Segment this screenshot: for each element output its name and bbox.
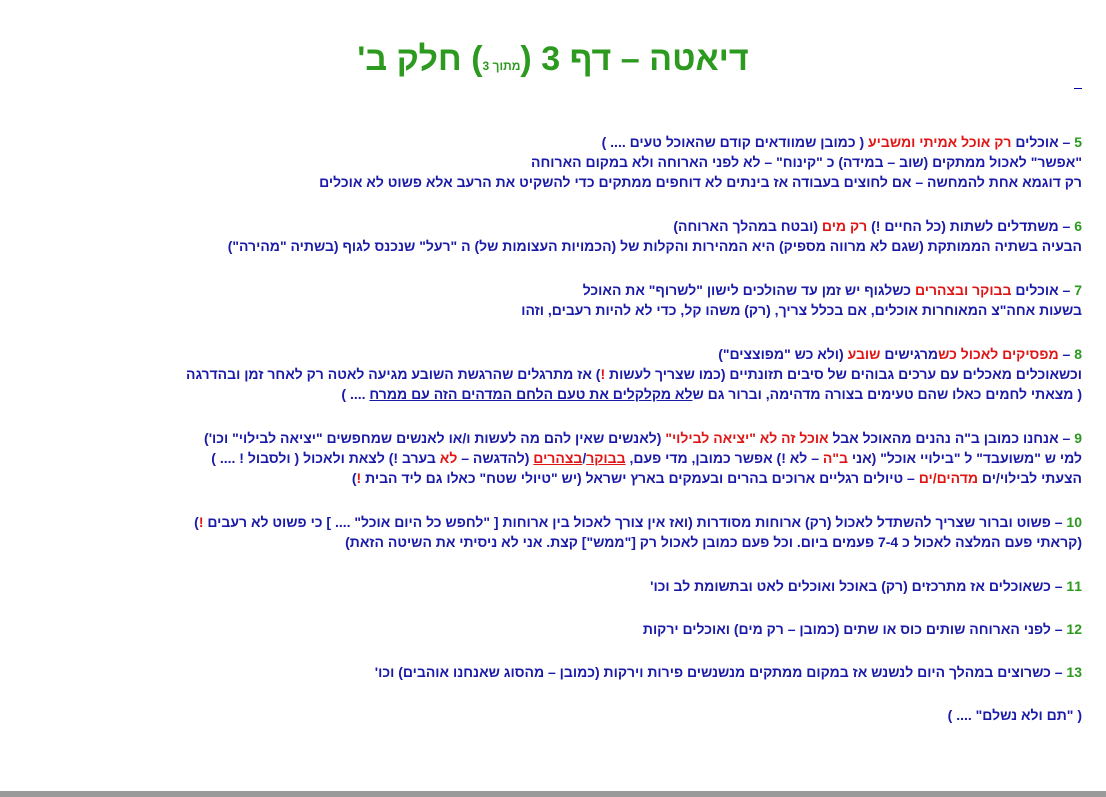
highlight-text: ב"ה [822, 450, 848, 466]
item-line [30, 152, 1082, 172]
item-number: 6 [1074, 218, 1082, 234]
item-number: 7 [1074, 282, 1082, 298]
item-number: 5 [1074, 134, 1082, 150]
highlight-text: לא [439, 450, 458, 466]
list-item [30, 662, 1082, 682]
highlight-text: ! [356, 470, 362, 486]
item-text: ( כמובן שמוודאים קודם שהאוכל טעים .... ) [601, 134, 869, 150]
item-line [30, 280, 1082, 300]
item-line [30, 512, 1082, 532]
highlight-text: ! [198, 514, 204, 530]
item-text: (ובטח במהלך הארוחה) [673, 218, 822, 234]
item-text: ) [351, 470, 357, 486]
item-text: – לא !) אפשר כמובן, מדי פעם, [625, 450, 823, 466]
item-line [30, 619, 1082, 639]
title-small-note: מתוך 3 [482, 59, 521, 73]
item-text: כשלגוף יש זמן עד שהולכים לישון "לשרוף" את האוכל [582, 282, 915, 298]
item-text: – פשוט וברור שצריך להשתדל לאכול (רק) ארוחות מסודרות (ואז אין צורך לאכול בין ארוחות [ "לחפש כל היום אוכל" .... ] כי פשוט לא רעבים [203, 514, 1067, 530]
item-text: – כשאוכלים אז מתרכזים (רק) באוכל ואוכלים לאט ובתשומת לב וכו' [650, 578, 1067, 594]
highlight-text: רק מים [821, 218, 868, 234]
item-number: 9 [1074, 430, 1082, 446]
item-text: בערב !) לצאת ולאכול ( ולסבול ! .... ) [211, 450, 440, 466]
highlight-text: בצהרים [533, 450, 583, 466]
item-number: 13 [1066, 664, 1082, 680]
list-item [30, 280, 1082, 320]
item-text: – כשרוצים במהלך היום לנשנש אז במקום ממתקים מנשנשים פירות וירקות (כמובן – מהסוג שאנחנו אוהבים) וכו' [374, 664, 1067, 680]
item-text: הצעתי לבילוי/ים [978, 470, 1082, 486]
item-line [30, 448, 1082, 468]
item-number: 10 [1066, 514, 1082, 530]
list-item [30, 619, 1082, 639]
title-tail: חלק ב' [357, 40, 462, 78]
item-text: "אפשר" לאכול ממתקים (שוב – במידה) כ "קינוח" – לא לפני הארוחה ולא במקום הארוחה [531, 154, 1082, 170]
highlight-text: ! [600, 366, 606, 382]
item-text: הבעיה בשתיה הממותקת (שגם לא מרווה מספיק) היא המהירות והקלות של (הכמויות העצומות של) ה "רעל" שנכנס לגוף (בשתיה "מהירה") [227, 238, 1082, 254]
item-text: (קראתי פעם המלצה לאכול כ 7-4 פעמים ביום. וכל פעם כמובן לאכול רק ["ממש"] קצת. אני לא ניסיתי את השיטה הזאת) [345, 534, 1082, 550]
item-text: – אוכלים [1011, 134, 1075, 150]
item-line [30, 468, 1082, 488]
item-text: – לפני הארוחה שותים כוס או שתים (כמובן – רק מים) ואוכלים ירקות [642, 621, 1067, 637]
page-title [0, 40, 1106, 79]
item-text: ) אז מתרגלים שהרגשת השובע מגיעה לאטה רק לאחר זמן ובהדרגה [185, 366, 601, 382]
item-text: – [1058, 346, 1075, 362]
item-line [30, 216, 1082, 236]
item-line [30, 344, 1082, 364]
item-text: – אנחנו כמובן ב"ה נהנים מהאוכל אבל [828, 430, 1075, 446]
list-item [30, 512, 1082, 552]
item-text: .... ) [341, 386, 370, 402]
highlight-text: אוכל זה לא "יציאה לבילוי" [665, 430, 829, 446]
item-line [30, 364, 1082, 384]
title-main: דיאטה – דף 3 [541, 40, 749, 78]
item-text: וכשאוכלים מאכלים עם ערכים גבוהים של סיבים תזונתיים (כמו שצריך לעשות [605, 366, 1082, 382]
item-text: (לאנשים שאין להם מה לעשות ו/או לאנשים שמחפשים "יציאה לבילוי" וכו') [204, 430, 666, 446]
item-line [30, 576, 1082, 596]
list-item [30, 344, 1082, 404]
item-line [30, 384, 1082, 404]
item-line [30, 236, 1082, 256]
item-number: 12 [1066, 621, 1082, 637]
highlight-text: מדהים/ים [918, 470, 979, 486]
item-line [30, 132, 1082, 152]
item-text: ) [194, 514, 199, 530]
item-text: – משתדלים לשתות (כל החיים !) [867, 218, 1075, 234]
item-text: רק דוגמא אחת להמחשה – אם לחוצים בעבודה אז בינתים לא דוחפים ממתקים כדי להשקיט את הרעב אלא פשוט לא אוכלים [319, 174, 1082, 190]
item-line [30, 705, 1082, 725]
item-number: 11 [1066, 578, 1082, 594]
item-text: – אוכלים [1011, 282, 1075, 298]
highlight-text: מפסיקים לאכול כש [938, 346, 1059, 362]
highlight-text: רק אוכל אמיתי ומשביע [868, 134, 1012, 150]
item-text: ( "תם ולא נשלם" .... ) [947, 707, 1082, 723]
highlight-text: בבוקר [586, 450, 626, 466]
item-text: מרגישים [880, 346, 939, 362]
item-text: / [582, 450, 587, 466]
small-dash-mark [1074, 88, 1082, 89]
title-paren-close: ) [471, 40, 483, 78]
bottom-bar [0, 791, 1106, 797]
highlight-text: בבוקר ובצהרים [914, 282, 1012, 298]
list-item [30, 428, 1082, 488]
item-text: (ולא כש "מפוצצים") [718, 346, 848, 362]
item-line [30, 662, 1082, 682]
item-line [30, 300, 1082, 320]
document-body [30, 132, 1082, 748]
item-line [30, 428, 1082, 448]
item-text: (להדגשה – [457, 450, 534, 466]
item-number: 8 [1074, 346, 1082, 362]
underlined-text: לא מקלקלים את טעם הלחם המדהים הזה עם ממרח [369, 386, 693, 402]
item-text: ( מצאתי לחמים כאלו שהם טעימים בצורה מדהימה, וברור גם ש [692, 386, 1082, 402]
list-item [30, 705, 1082, 725]
item-line [30, 172, 1082, 192]
item-text: בשעות אחה"צ המאוחרות אוכלים, אם בכלל צריך, (רק) משהו קל, כדי לא להיות רעבים, וזהו [521, 302, 1082, 318]
highlight-text: שובע [847, 346, 881, 362]
list-item [30, 576, 1082, 596]
item-line [30, 532, 1082, 552]
title-paren-open: ( [520, 40, 532, 78]
list-item [30, 216, 1082, 256]
list-item [30, 132, 1082, 192]
item-text: למי ש "משועבד" ל "בילויי אוכל" (אני [847, 450, 1082, 466]
item-text: – טיולים רגליים ארוכים בהרים ובעמקים בארץ ישראל (יש "טיולי שטח" כאלו גם ליד הבית [361, 470, 919, 486]
